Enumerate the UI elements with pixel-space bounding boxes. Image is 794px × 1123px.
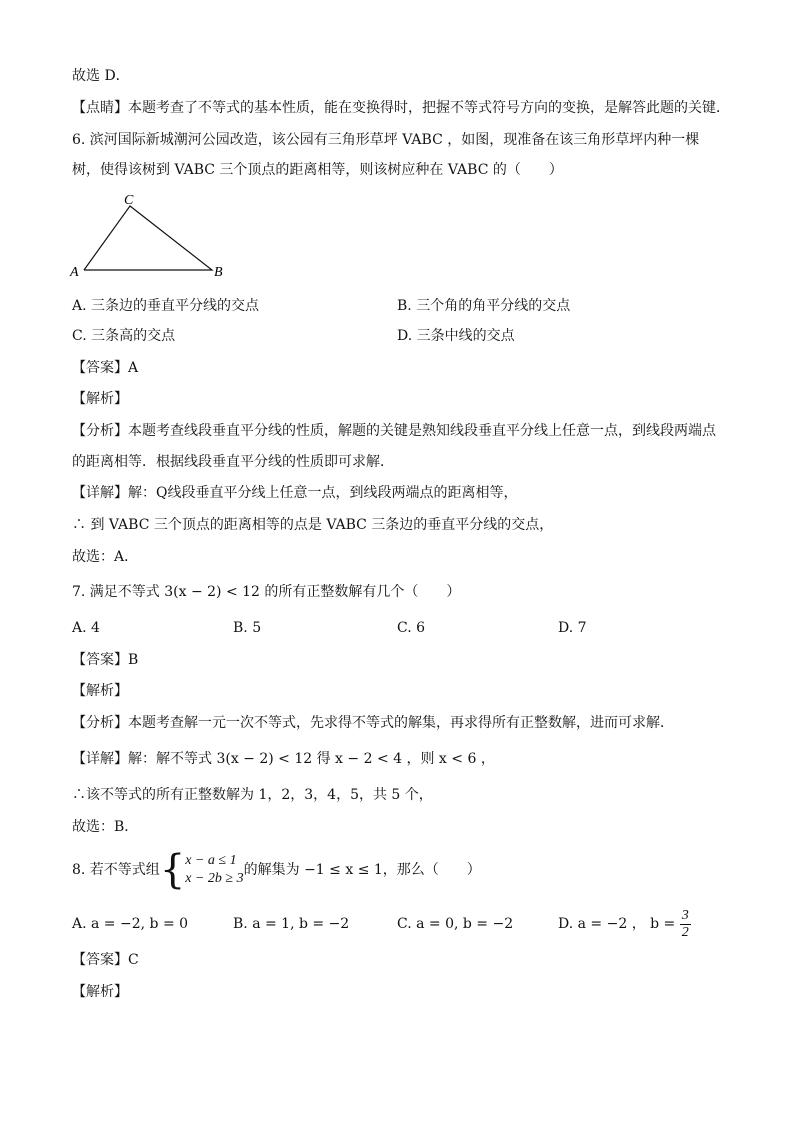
q6-choice: 故选：A． <box>72 549 139 565</box>
q6-option-b: B. 三个角的角平分线的交点 <box>397 298 571 314</box>
prev-choice: 故选 D． <box>72 68 130 84</box>
q8-analysis-title: 【解析】 <box>72 984 128 1000</box>
q6-analysis-line2: 的距离相等．根据线段垂直平分线的性质即可求解． <box>72 454 394 470</box>
fraction-denominator: 2 <box>681 924 689 940</box>
fraction-three-halves <box>680 908 691 941</box>
q7-analysis: 【分析】本题考查解一元一次不等式，先求得不等式的解集，再求得所有正整数解，进而可求解． <box>72 715 674 731</box>
q8-option-a: A. a = −2, b = 0 <box>72 916 189 932</box>
q7-stem: 7. 满足不等式 3(x − 2) < 12 的所有正整数解有几个（ ） <box>72 584 461 600</box>
q6-analysis-line1: 【分析】本题考查线段垂直平分线的性质，解题的关键是熟知线段垂直平分线上任意一点，到线段两端点 <box>72 423 716 439</box>
q6-analysis-title: 【解析】 <box>72 391 128 407</box>
triangle-figure <box>66 190 236 282</box>
system-row-1: x − a ≤ 1 <box>185 853 237 868</box>
q7-choice: 故选：B． <box>72 819 139 835</box>
q8-stem-suffix: 的解集为 −1 ≤ x ≤ 1，那么（ ） <box>243 862 481 878</box>
q8-option-d-prefix: D. a = −2 ， b = <box>558 916 676 932</box>
q6-option-a: A. 三条边的垂直平分线的交点 <box>72 298 260 314</box>
vertex-label-a: A <box>70 265 79 280</box>
q7-option-d: D. 7 <box>558 620 587 636</box>
q6-option-d: D. 三条中线的交点 <box>397 328 515 344</box>
q7-analysis-title: 【解析】 <box>72 683 128 699</box>
q7-option-a: A. 4 <box>72 620 100 636</box>
q8-stem <box>72 848 481 892</box>
system-brace: { <box>159 847 186 893</box>
inequality-system <box>185 852 243 888</box>
q8-option-d <box>558 906 691 942</box>
system-row-2: x − 2b ≥ 3 <box>185 871 244 886</box>
q7-option-b: B. 5 <box>233 620 262 636</box>
q6-detail-line2: ∴ 到 VABC 三个顶点的距离相等的点是 VABC 三条边的垂直平分线的交点， <box>72 517 554 533</box>
q8-stem-prefix: 8. 若不等式组 <box>72 862 160 878</box>
q6-answer: 【答案】A <box>72 360 139 376</box>
q6-detail-line1: 【详解】解：Q线段垂直平分线上任意一点，到线段两端点的距离相等， <box>72 485 518 501</box>
triangle-shape <box>84 206 212 270</box>
q8-answer: 【答案】C <box>72 952 139 968</box>
q8-option-c: C. a = 0, b = −2 <box>397 916 514 932</box>
prev-comment: 【点睛】本题考查了不等式的基本性质，能在变换得时，把握不等式符号方向的变换，是解答此题的关键． <box>72 100 730 116</box>
q8-option-b: B. a = 1, b = −2 <box>233 916 350 932</box>
q7-answer: 【答案】B <box>72 652 139 668</box>
q6-stem-line1: 6. 滨河国际新城潮河公园改造，该公园有三角形草坪 VABC ，如图，现准备在该三角形草坪内种一棵 <box>72 132 700 148</box>
q6-option-c: C. 三条高的交点 <box>72 328 176 344</box>
q7-detail: 【详解】解：解不等式 3(x − 2) < 12 得 x − 2 < 4 ，则 x < 6 ， <box>72 751 495 767</box>
q6-stem-line2: 树，使得该树到 VABC 三个顶点的距离相等，则该树应种在 VABC 的（ ） <box>72 162 563 178</box>
q7-detail2: ∴该不等式的所有正整数解为 1，2，3，4，5，共 5 个， <box>72 787 433 803</box>
q7-option-c: C. 6 <box>397 620 426 636</box>
vertex-label-b: B <box>214 265 223 280</box>
fraction-numerator: 3 <box>681 907 689 923</box>
vertex-label-c: C <box>124 193 134 208</box>
